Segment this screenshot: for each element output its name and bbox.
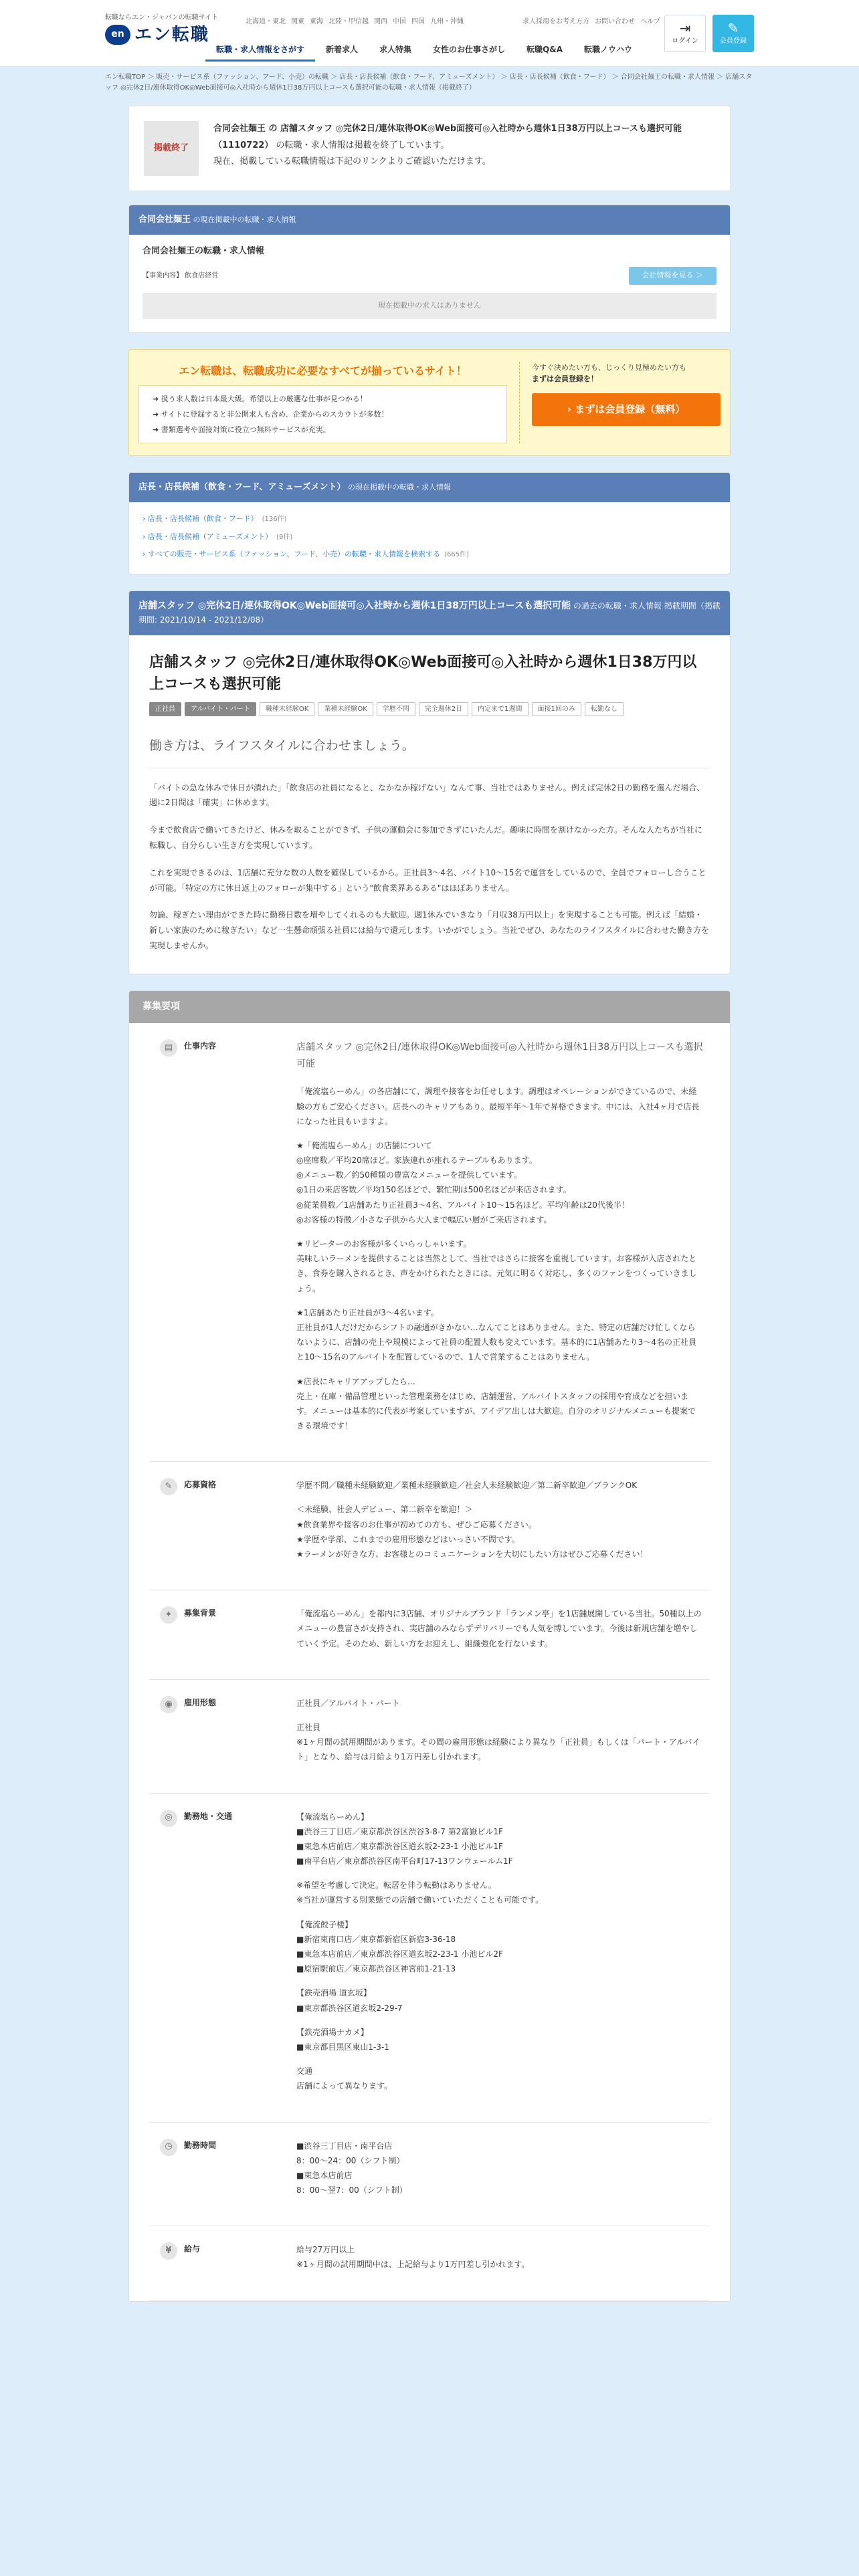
requirement-icon: ✎	[160, 1478, 177, 1495]
nav-item[interactable]: 転職・求人情報をさがす	[205, 39, 315, 62]
requirement-line: 店舗によって異なります。	[296, 2081, 393, 2091]
company-name: 合同会社麺王の転職・求人情報	[142, 246, 265, 257]
requirement-line: ★飲食業界や接客のお仕事が初めての方も、ぜひご応募ください。	[296, 1519, 537, 1529]
requirement-content	[296, 1606, 710, 1660]
employment-type-tag: アルバイト・パート	[185, 702, 256, 716]
job-feature-tag: 完全週休2日	[419, 702, 468, 716]
requirement-line: 売上・在庫・備品管理といった管理業務をはじめ、店舗運営、アルバイトスタッフの採用や育成などを担います。メニューは基本的に代表が考案していますが、アイデア出しは大歓迎。自分のオリジナルメニューも提案できる環境です！	[296, 1391, 696, 1431]
requirement-line: ★1店舗あたり正社員が3～4名います。	[296, 1307, 439, 1317]
requirement-content	[296, 1810, 710, 2103]
requirements-heading: 募集要項	[129, 991, 730, 1023]
ended-notice	[128, 106, 731, 191]
requirement-label	[149, 1696, 296, 1774]
area-link[interactable]: 北海道・東北	[246, 18, 286, 25]
area-link[interactable]: 九州・沖縄	[430, 18, 464, 25]
requirements-list	[129, 1023, 730, 2301]
category-panel-title: 店長・店長候補（飲食・フード、アミューズメント）	[138, 482, 346, 493]
intro-paragraph: 「バイトの急な休みで休日が潰れた」「飲食店の社員になると、なかなか稼げない」なんて事、当社ではありません。例えば完休2日の勤務を選んだ場合、週に2日間は「確実」に休めます。	[149, 782, 705, 808]
category-link-row	[142, 528, 717, 546]
requirement-line: ■東京都目黒区東山1-3-1	[296, 2042, 389, 2052]
requirement-label-text: 勤務地・交通	[184, 1811, 233, 1821]
ended-message	[213, 121, 715, 171]
job-feature-tag: 内定まで1週間	[472, 702, 528, 716]
requirement-paragraph	[296, 1478, 703, 1493]
requirement-row	[149, 1680, 710, 1794]
company-info-button[interactable]: 会社情報を見る ＞	[629, 267, 717, 285]
register-free-button[interactable]: › まずは会員登録（無料）	[532, 393, 721, 427]
requirement-label	[149, 1478, 296, 1571]
requirement-line: 【俺流餃子楼】	[296, 1919, 353, 1929]
logo-text: エン転職	[134, 25, 210, 45]
requirement-row	[149, 1023, 710, 1463]
category-link-row	[142, 510, 717, 528]
requirement-line: ■東京都渋谷区道玄坂2-29-7	[296, 2003, 403, 2013]
requirement-paragraph	[296, 1138, 703, 1227]
category-panel-heading	[129, 473, 730, 502]
requirement-icon: ✦	[160, 1606, 177, 1624]
area-link[interactable]: 北陸・甲信越	[328, 18, 369, 25]
requirement-line: ■原宿駅前店／東京都渋谷区神宮前1-21-13	[296, 1964, 456, 1974]
register-label: 会員登録	[720, 37, 747, 45]
requirement-line: ◎お客様の特徴／小さな子供から大人まで幅広い層がご来店されます。	[296, 1214, 552, 1224]
requirement-line: ■東急本店前店／東京都渋谷区道玄坂2-23-1 小池ビル1F	[296, 1841, 503, 1851]
ended-line2: 現在、掲載している転職情報は下記のリンクよりご確認いただけます。	[213, 156, 491, 167]
requirement-line: ■南平台店／東京都渋谷区南平台町17-13ワンウェールム1F	[296, 1856, 513, 1866]
ended-badge: 掲載終了	[144, 121, 199, 176]
requirement-line: ★学歴や学部、これまでの雇用形態などはいっさい不問です。	[296, 1534, 520, 1544]
requirement-label	[149, 1810, 296, 2103]
requirement-line: ◎従業員数／1店舗あたり正社員3～4名、アルバイト10～15名ほど。平均年齢は20代後半！	[296, 1200, 630, 1210]
area-link[interactable]: 東海	[310, 18, 323, 25]
requirement-paragraph	[296, 1502, 703, 1562]
requirement-label-text: 給与	[184, 2244, 201, 2254]
category-link[interactable]: › 店長・店長候補（アミューズメント）	[142, 532, 273, 541]
requirement-lead: 店舗スタッフ ◎完休2日/連休取得OK◎Web面接可◎入社時から週休1日38万円以上コースも選択可能	[296, 1041, 703, 1070]
requirement-line: 「俺流塩らーめん」の各店舗にて、調理や接客をお任せします。調理はオペレーションができているので、未経験の方もご安心ください。店長へのキャリアもあり。最短半年～1年で昇格できます。中には、入社4ヶ月で店長になった社員もいますよ。	[296, 1087, 700, 1126]
requirement-label	[149, 1039, 296, 1443]
requirement-content	[296, 2242, 710, 2281]
job-feature-tag: 業種未経験OK	[318, 702, 373, 716]
requirement-icon: ▤	[160, 1039, 177, 1057]
brand-tagline: 転職ならエン・ジャパンの転職サイト	[105, 14, 219, 21]
requirement-line: 8：00～24：00（シフト制）	[296, 2155, 405, 2165]
requirement-line: 正社員／アルバイト・パート	[296, 1698, 400, 1708]
category-link-row	[142, 546, 717, 563]
requirement-line: ※1ヶ月間の試用期間中は、上記給与より1万円差し引かれます。	[296, 2260, 530, 2270]
job-introduction	[149, 780, 710, 954]
category-count: (136件)	[262, 516, 287, 524]
job-title: 店舗スタッフ ◎完休2日/連休取得OK◎Web面接可◎入社時から週休1日38万円以上コースも選択可能	[149, 654, 697, 693]
company-business: 【事業内容】 飲食店経営	[142, 272, 219, 280]
promo-benefit-text: サイトに登録すると非公開求人も含め、企業からのスカウトが多数！	[161, 409, 389, 419]
requirement-line: ■東急本店前店	[296, 2170, 353, 2180]
requirement-paragraph	[296, 1084, 703, 1129]
category-link[interactable]: › 店長・店長候補（飲食・フード）	[142, 514, 258, 524]
requirement-line: ※1ヶ月間の試用期間があります。その間の雇用形態は経験により異なり「正社員」もしくは「パート・アルバイト」となり、給与は月給より1万円差し引かれます。	[296, 1737, 700, 1762]
promo-benefit-item	[153, 391, 493, 407]
requirement-line: ★ラーメンが好きな方、お客様とのコミュニケーションを大切にしたい方はぜひご応募ください！	[296, 1549, 648, 1560]
requirement-line: ★「俺流塩らーめん」の店舗について	[296, 1140, 432, 1150]
main-content	[128, 106, 731, 2302]
job-detail	[128, 591, 731, 974]
requirement-content	[296, 1039, 710, 1443]
nav-item[interactable]: 転職Q&A	[527, 45, 563, 54]
nav-item[interactable]: 転職ノウハウ	[584, 45, 633, 54]
requirement-paragraph	[296, 1720, 703, 1765]
utility-link[interactable]: 求人採用をお考え方方	[522, 18, 589, 25]
promo-benefit-text: 扱う求人数は日本最大級。希望以上の厳選な仕事が見つかる！	[161, 394, 367, 403]
requirement-label	[149, 2139, 296, 2208]
requirement-paragraph	[296, 1374, 703, 1434]
requirement-row	[149, 2226, 710, 2300]
login-button[interactable]	[664, 15, 706, 52]
area-link[interactable]: 関東	[291, 18, 304, 25]
promo-subtext: 今すぐ決めたい方も、じっくり見極めたい方も	[532, 362, 686, 372]
category-count: (9件)	[276, 533, 293, 541]
requirement-paragraph	[296, 1606, 703, 1651]
requirement-paragraph	[296, 1985, 703, 2015]
requirement-line: 【鉄売酒場 道玄坂】	[296, 1988, 371, 1998]
requirement-paragraph	[296, 1810, 703, 1869]
requirement-line: 【俺流塩らーめん】	[296, 1812, 369, 1822]
nav-item[interactable]: 新着求人	[326, 45, 359, 54]
requirement-content	[296, 2139, 710, 2208]
requirement-paragraph	[296, 2242, 703, 2272]
employment-type-tag: 正社員	[149, 702, 181, 716]
requirement-line: 「俺流塩らーめん」を都内に3店舗、オリジナルブランド「ランメン亭」を1店舗展開している当社。50種以上のメニューの豊富さが支持され、実店舗のみならずデリバリーでも人気を博しています。今後は新規店舗を増やしていく予定。そのため、新しい方をお迎えし、組織強化を行ないます。	[296, 1609, 702, 1648]
intro-paragraph: 今まで飲食店で働いてきたけど、休みを取ることができず、子供の運動会に参加できずにいたんだ。趣味に時間を割けなかった方。そんな人たちが当社に転職し、自分らしい生き方を実現しています。	[149, 825, 703, 850]
requirement-paragraph	[296, 1305, 703, 1365]
requirement-line: 正社員	[296, 1722, 321, 1732]
utility-links	[522, 16, 660, 27]
check-icon: ➜	[153, 394, 161, 403]
promo-benefit-item	[153, 422, 493, 437]
requirement-label	[149, 2242, 296, 2281]
category-links	[129, 502, 730, 574]
requirement-icon: ◎	[160, 1810, 177, 1827]
requirement-paragraph	[296, 1878, 703, 1907]
ended-job-name: 合同会社麺王 の 店舗スタッフ ◎完休2日/連休取得OK◎Web面接可◎入社時から週休1日38万円以上コースも選択可能（1110722）	[213, 124, 682, 150]
brand[interactable]	[105, 13, 218, 45]
register-button[interactable]	[712, 15, 754, 52]
requirement-row	[149, 2123, 710, 2227]
intro-paragraph: 勿論、稼ぎたい理由ができた時に勤務日数を増やしてくれるのも大歓迎。週1休みでいきなり「月収38万円以上」を実現することも可能。例えば「結婚・新しい家族のために稼ぎたい」など一生懸命頑張る社員には給与で還元します。いかがでしょう。当社でぜひ、あなたのライフスタイルに合わせた働き方を実現しませんか。	[149, 910, 710, 950]
requirement-label-text: 仕事内容	[184, 1041, 217, 1051]
site-header	[0, 0, 859, 67]
requirement-line: 交通	[296, 2066, 313, 2076]
requirement-icon: ◉	[160, 1696, 177, 1713]
requirements-panel	[128, 990, 731, 2302]
requirement-paragraph	[296, 2064, 703, 2093]
requirement-line: ◎メニュー数／約50種類の豊富なメニューを提供しています。	[296, 1170, 522, 1180]
nav-item[interactable]: 求人特集	[379, 45, 412, 54]
requirement-line: ■新宿東南口店／東京都新宿区新宿3-36-18	[296, 1934, 456, 1944]
requirement-line: 美味しいラーメンを提供することは当然として、当社ではさらに接客を重視しています。お客様が入店されたとき、食券を購入されるとき、声をかけられたときには、元気に明るく対応し、多くのファンをつくっていきましょう。	[296, 1254, 697, 1293]
requirement-paragraph	[296, 2139, 703, 2198]
job-feature-tag: 面接1回のみ	[532, 702, 581, 716]
promo-benefit-text: 書類選考や面接対策に役立つ無料サービスが充実。	[161, 425, 330, 434]
intro-paragraph: これを実現できるのは、1店舗に充分な数の人数を確保しているから。正社員3～4名、バイト10～15名で運営をしているので、全員でフォローし合うことが可能。「特定の方に休日返上のフォローが集中する」という"飲食業界あるある"はほぼありません。	[149, 867, 706, 893]
promo-benefit-item	[153, 407, 493, 422]
global-nav	[205, 39, 643, 62]
promo-banner	[128, 349, 731, 456]
company-panel-heading	[129, 205, 730, 235]
check-icon: ➜	[153, 409, 161, 419]
requirement-content	[296, 1696, 710, 1774]
company-panel-title: 合同会社麺王	[138, 215, 191, 225]
requirement-row	[149, 1590, 710, 1680]
requirement-label-text: 雇用形態	[184, 1697, 217, 1707]
job-detail-heading	[129, 591, 730, 635]
area-link[interactable]: 中国	[393, 18, 406, 25]
requirement-paragraph	[296, 1237, 703, 1296]
area-link[interactable]: 四国	[411, 18, 425, 25]
category-link[interactable]: › すべての販売・サービス系（ファッション、フード、小売）の転職・求人情報を検索する	[142, 549, 441, 558]
requirement-line: ◎座席数／平均20席ほど。家族連れが座れるテーブルもあります。	[296, 1156, 537, 1166]
requirement-label	[149, 1606, 296, 1660]
requirement-line: ※希望を考慮して決定。転居を伴う転勤はありません。	[296, 1881, 496, 1891]
area-links	[246, 16, 464, 27]
requirement-paragraph	[296, 2025, 703, 2054]
requirement-content	[296, 1478, 710, 1571]
job-feature-tag: 転勤なし	[585, 702, 624, 716]
requirement-line: 給与27万円以上	[296, 2245, 355, 2255]
requirement-label-text: 募集背景	[184, 1608, 217, 1618]
requirement-line: ■渋谷三丁目店・南平台店	[296, 2141, 393, 2151]
category-count: (665件)	[444, 550, 469, 558]
no-jobs-message: 現在掲載中の求人はありません	[142, 293, 717, 319]
requirement-line: ＜未経験、社会人デビュー、第二新卒を歓迎！＞	[296, 1505, 473, 1515]
requirement-line: ■渋谷三丁目店／東京都渋谷区渋谷3-8-7 第2富嶽ビル1F	[296, 1826, 503, 1836]
job-heading-period: の過去の転職・求人情報 掲載期間（掲載期間: 2021/10/14 - 2021/12/08）	[138, 601, 721, 625]
check-icon: ➜	[153, 425, 161, 434]
utility-link[interactable]: ヘルプ	[640, 18, 660, 25]
requirement-line: ◎1日の来店客数／平均150名ほどで、繁忙期は500名ほどが来店されます。	[296, 1185, 571, 1195]
job-feature-tag: 職種未経験OK	[260, 702, 314, 716]
ended-suffix: の転職・求人情報は掲載を終了しています。	[273, 140, 450, 150]
requirement-icon: ¥	[160, 2242, 177, 2260]
pencil-icon: ✎	[727, 20, 739, 36]
company-panel-subtitle: の現在掲載中の転職・求人情報	[191, 215, 296, 224]
requirement-line: ※当社が運営する別業態での店舗で働いていただくことも可能です。	[296, 1895, 544, 1905]
requirement-label-text: 勤務時間	[184, 2140, 217, 2150]
requirement-line: 8：00～翌7：00（シフト制）	[296, 2185, 407, 2195]
requirement-row	[149, 1462, 710, 1590]
nav-item[interactable]: 女性のお仕事さがし	[433, 45, 506, 54]
utility-link[interactable]: お問い合わせ	[595, 18, 635, 25]
login-icon: ⇥	[679, 20, 691, 36]
company-jobs-panel	[128, 205, 731, 333]
login-label: ログイン	[672, 37, 698, 45]
area-link[interactable]: 関西	[374, 18, 387, 25]
promo-benefits	[138, 385, 507, 443]
promo-right-text	[532, 362, 721, 385]
logo-icon: en	[105, 25, 130, 45]
requirement-paragraph	[296, 1696, 703, 1711]
category-panel-subtitle: の現在掲載中の転職・求人情報	[345, 483, 452, 492]
requirement-line: 正社員が1人だけだからシフトの融通がきかない…なんてことはありません。また、特定の店舗だけ忙しくならないように、店舗の売上や規模によって社員の配置人数も変えています。基本的に1店舗あたり3～4名の正社員と10～15名のアルバイトを配置しているので、1人で営業することはありません。	[296, 1322, 696, 1362]
requirement-line: 【鉄売酒場ナカメ】	[296, 2027, 369, 2037]
requirement-line: ★リピーターのお客様が多くいらっしゃいます。	[296, 1239, 472, 1249]
category-panel	[128, 472, 731, 574]
job-feature-tag: 学歴不問	[377, 702, 415, 716]
breadcrumb[interactable]: エン転職TOP ＞ 販売・サービス系（ファッション、フード、小売）の転職 ＞ 店長・店長候補（飲食・フード、アミューズメント） ＞ 店長・店長候補（飲食・フード） ＞ 合同会社麺王の転職・求人情報 ＞ 店舗スタッフ ◎完休2日/連休取得OK◎Web面接可◎入社時から週休1日38万円以上コースも選択可能の転職・求人情報（掲載終了）	[105, 74, 753, 92]
requirement-line: 学歴不問／職種未経験歓迎／業種未経験歓迎／社会人未経験歓迎／第二新卒歓迎／ブランクOK	[296, 1481, 638, 1491]
job-catchphrase: 働き方は、ライフスタイルに合わせましょう。	[149, 735, 710, 768]
requirement-row	[149, 1794, 710, 2123]
job-heading-title: 店舗スタッフ ◎完休2日/連休取得OK◎Web面接可◎入社時から週休1日38万円以上コースも選択可能	[138, 601, 571, 612]
requirement-line: ★店長にキャリアアップしたら…	[296, 1376, 415, 1386]
requirement-label-text: 応募資格	[184, 1480, 217, 1490]
promo-subtext-bold: まずは会員登録を！	[532, 374, 598, 384]
requirement-paragraph	[296, 1917, 703, 1977]
job-tags	[149, 702, 710, 716]
requirement-icon: ◷	[160, 2139, 177, 2156]
requirement-line: ■東急本店前店／東京都渋谷区道玄坂2-23-1 小池ビル2F	[296, 1949, 503, 1959]
promo-title: エン転職は、転職成功に必要なすべてが揃っているサイト！	[179, 364, 467, 377]
